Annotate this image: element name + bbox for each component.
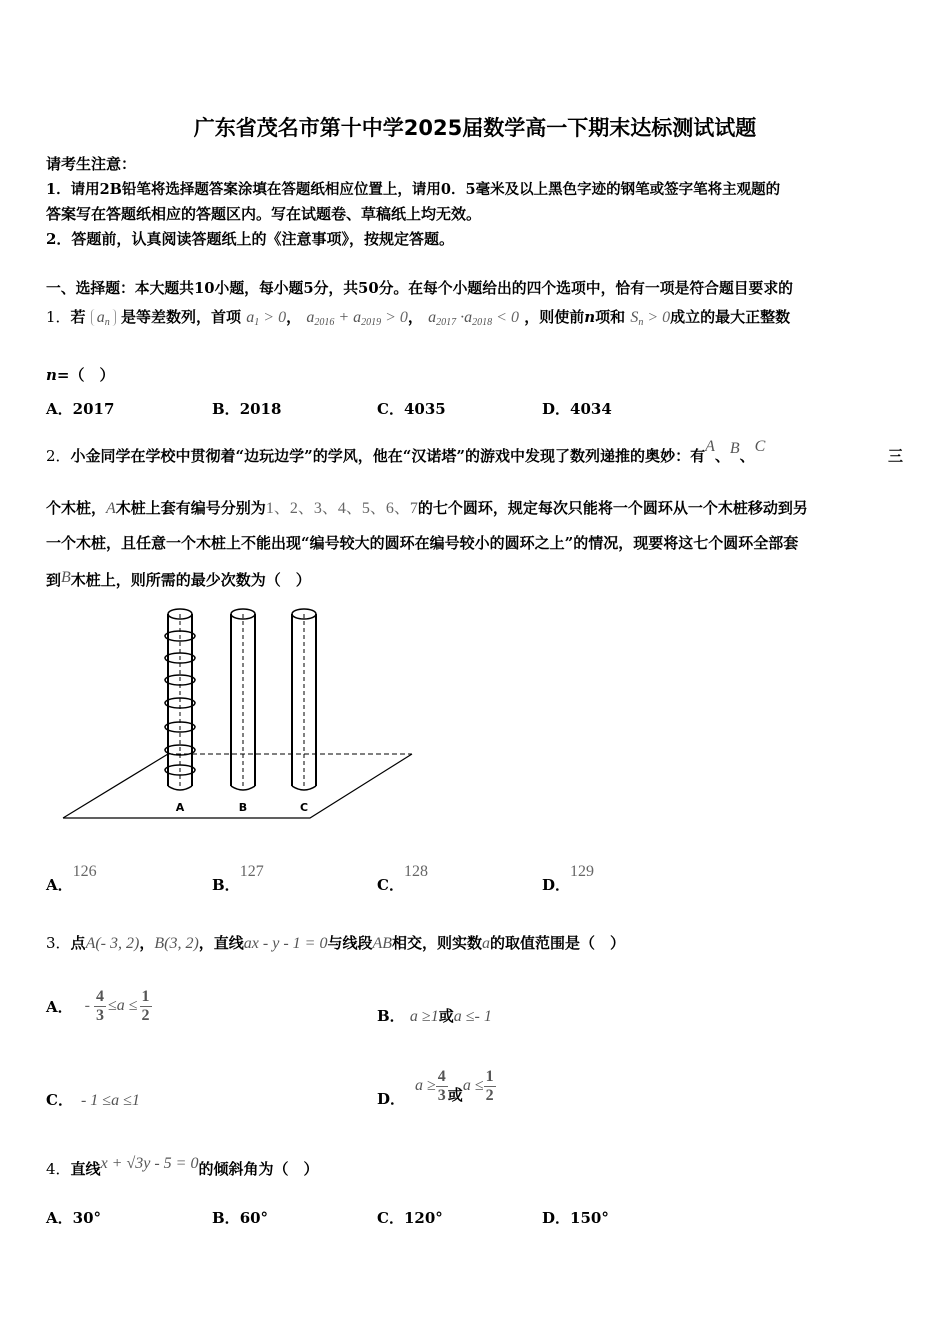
peg-label-b: B [238,801,248,814]
q1-math-a1: $a_1 > 0$ [246,309,287,328]
question-1-line2: n=（ ） [46,366,115,384]
q3-option-b[interactable]: B． a ≥1或a ≤- 1 [377,1007,492,1025]
notice-item1-line2: 答案写在答题纸相应的答题区内。写在试题卷、草稿纸上均无效。 [46,205,482,223]
q1-text-1: 若 [70,308,86,326]
q1-option-c[interactable]: C．4035 [377,400,446,418]
q1-number: 1． [46,308,71,326]
peg-c [292,609,316,790]
notice-heading: 请考生注意： [46,155,137,173]
q3-option-d[interactable]: D． a ≥ $\frac{4}{3}$ 或 a ≤ $\frac{1}{2}$ [377,1067,494,1108]
q1-option-b[interactable]: B．2018 [212,400,282,418]
q1-math-sn: $S_n > 0$ [630,309,671,328]
question-1-line1: 1．若 $a_n$ 是等差数列，首项 $a_1 > 0$， $a_{2016} + a_{2019} > 0$， $a_{2017} \cdot a_{2018} < 0$ ，则使前n项和 $S_n > 0$成立的最大正整数 [46,308,791,328]
question-2-line3: 一个木桩，且任意一个木桩上不能出现“编号较大的圆环在编号较小的圆环之上”的情况，现要将这七个圆环全部套 [46,534,799,552]
section-heading: 一、选择题：本大题共10小题，每小题5分，共50分。在每个小题给出的四个选项中，恰有一项是符合题目要求的 [46,280,793,297]
q2-option-d[interactable]: D．129 [542,863,595,894]
q1-text-2: 是等差数列，首项 [121,308,242,326]
notice-item2: 2．答题前，认真阅读答题纸上的《注意事项》，按规定答题。 [46,230,454,248]
q4-option-b[interactable]: B．60° [212,1209,269,1227]
q1-option-d[interactable]: D．4034 [542,400,612,418]
peg-label-c: C [299,801,309,814]
q1-math-product: $a_{2017} \cdot a_{2018} < 0$ [428,309,519,328]
q2-option-a[interactable]: A．126 [46,863,97,894]
q2-option-c[interactable]: C．128 [377,863,428,894]
question-4: 4．直线x + √3y - 5 = 0的倾斜角为（ ） [46,1155,319,1178]
question-2-line1: 2．小金同学在学校中贯彻着“边玩边学”的学风，他在“汉诺塔”的游戏中发现了数列递推的奥妙：有A、B、C [46,438,766,465]
q1-math-sum: $a_{2016} + a_{2019} > 0$ [306,309,408,328]
peg-b [231,609,255,790]
q1-text-3: ，则使前 [524,308,585,326]
q4-option-d[interactable]: D．150° [542,1209,609,1227]
q3-option-c[interactable]: C． - 1 ≤a ≤1 [46,1091,140,1109]
question-3: 3．点A(- 3, 2)，B(3, 2)，直线ax - y - 1 = 0与线段AB相交，则实数a的取值范围是（ ） [46,934,626,952]
q4-option-a[interactable]: A．30° [46,1209,102,1227]
question-2-line2: 个木桩，A木桩上套有编号分别为1、2、3、4、5、6、7的七个圆环，规定每次只能将一个圆环从一个木桩移动到另 [46,499,808,517]
q1-text-5: 成立的最大正整数 [670,308,791,326]
q4-option-c[interactable]: C．120° [377,1209,443,1227]
peg-a [165,609,195,790]
q3-option-a[interactable]: A． - $\frac{4}{3}$ ≤a ≤ $\frac{1}{2}$ [46,987,150,1024]
q1-math-an: $a_n$ [91,309,116,326]
notice-item1-line1: 1．请用2B铅笔将选择题答案涂填在答题纸相应位置上，请用0．5毫米及以上黑色字迹的钢笔或签字笔将主观题的 [46,181,781,198]
hanoi-tower-figure [60,600,420,825]
peg-label-a: A [175,801,185,814]
q1-option-a[interactable]: A．2017 [46,400,115,418]
page-title: 广东省茂名市第十中学2025届数学高一下期末达标测试试题 [193,116,757,140]
question-2-line1-end: 三 [888,447,904,465]
q2-option-b[interactable]: B．127 [212,863,264,894]
question-2-line4: 到B木桩上，则所需的最少次数为（ ） [46,569,311,589]
